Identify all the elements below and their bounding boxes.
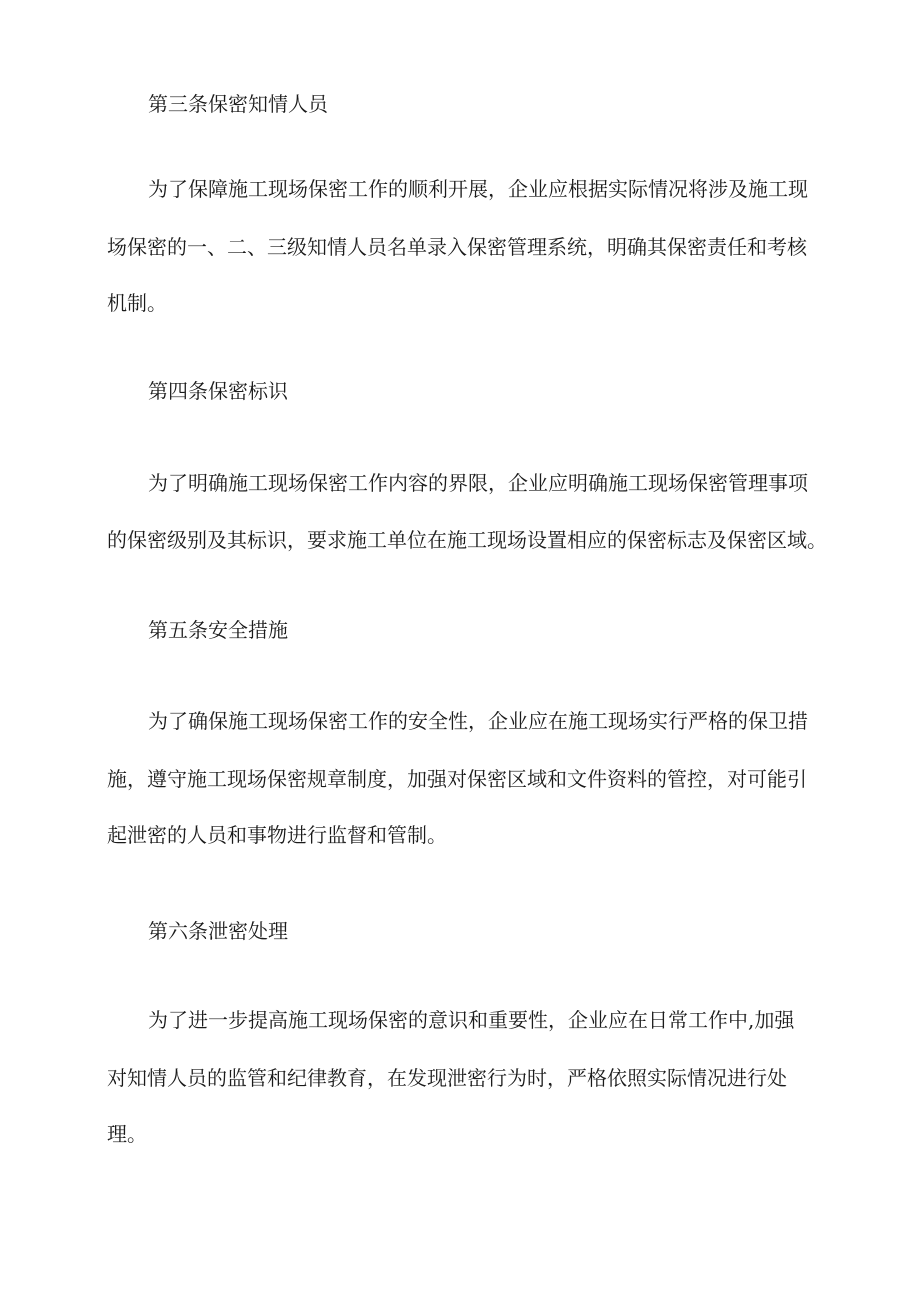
section-4-line-2: 的保密级别及其标识，要求施工单位在施工现场设置相应的保密标志及保密区域。 xyxy=(107,528,827,552)
section-6-line-2: 对知情人员的监管和纪律教育，在发现泄密行为时，严格依照实际情况进行处 xyxy=(107,1066,787,1090)
section-5-heading: 第五条安全措施 xyxy=(148,618,288,642)
section-6-heading: 第六条泄密处理 xyxy=(148,919,288,943)
section-3-line-1: 为了保障施工现场保密工作的顺利开展，企业应根据实际情况将涉及施工现 xyxy=(148,177,808,201)
section-3-heading: 第三条保密知情人员 xyxy=(148,92,328,116)
section-3-line-2: 场保密的一、二、三级知情人员名单录入保密管理系统，明确其保密责任和考核 xyxy=(107,235,807,259)
section-5-line-3: 起泄密的人员和事物进行监督和管制。 xyxy=(107,823,447,847)
section-4-line-1: 为了明确施工现场保密工作内容的界限，企业应明确施工现场保密管理事项 xyxy=(148,471,808,495)
section-6-line-3: 理。 xyxy=(107,1122,147,1146)
section-5-line-1: 为了确保施工现场保密工作的安全性，企业应在施工现场实行严格的保卫措 xyxy=(148,709,808,733)
section-3-line-3: 机制。 xyxy=(107,291,167,315)
section-5-line-2: 施，遵守施工现场保密规章制度，加强对保密区域和文件资料的管控，对可能引 xyxy=(107,767,807,791)
section-6-line-1: 为了进一步提高施工现场保密的意识和重要性，企业应在日常工作中,加强 xyxy=(148,1008,795,1032)
section-4-heading: 第四条保密标识 xyxy=(148,379,288,403)
